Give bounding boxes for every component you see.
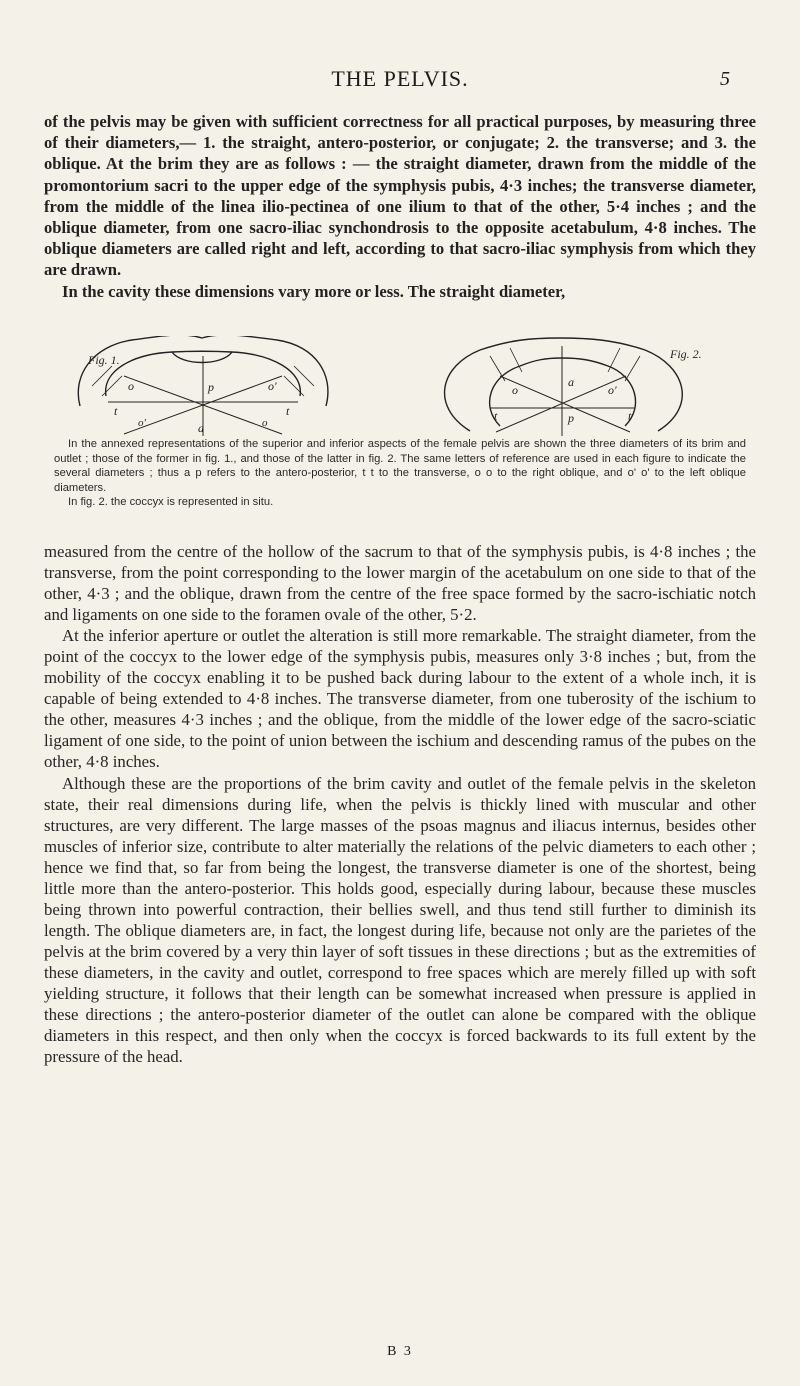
paragraph: measured from the centre of the hollow of the sacrum to that of the symphysis pubis, is 4·8 inches ; the transverse, from the point corresponding to the lower margin of the acetabulum on one side to that of the other, 4·3 ; and the oblique, drawn from the centre of the free space formed by the sacro-ischiatic notch and ligaments on one side to the foramen ovale of the other, 5·2. bbox=[44, 542, 756, 625]
fig1-letter-o-right: o bbox=[262, 417, 268, 429]
fig1-letter-t-right: t bbox=[286, 404, 290, 418]
hidden-letter-host bbox=[72, 336, 728, 436]
fig1-letter-o-prime-right: o' bbox=[268, 379, 277, 393]
running-head bbox=[0, 66, 800, 96]
page-number: 5 bbox=[720, 68, 730, 90]
fig2-label: Fig. 2. bbox=[670, 347, 702, 361]
fig2-letter-t-right: t bbox=[628, 409, 632, 423]
fig1-letter-o-left: o bbox=[128, 379, 134, 393]
paragraph: At the inferior aperture or outlet the alteration is still more remarkable. The straight diameter, from the point of the coccyx to the lower edge of the symphysis pubis, measures only 3·8 inches ; but, from the mobility of the coccyx enabling it to be pushed back during labour to the extent of a whole inch, it is capable of being extended to 4·8 inches. The transverse diameter, from one tuberosity of the ischium to the other, measures 4·3 inches ; and the oblique, from the middle of the lower edge of the sacro-sciatic ligament of one side, to the point of union between the ischium and descending ramus of the pubes on the other, 4·8 inches. bbox=[44, 626, 756, 772]
fig1-letter-a: a bbox=[198, 421, 204, 435]
fig2-letter-a: a bbox=[568, 375, 574, 389]
body-text-bottom bbox=[44, 541, 756, 1067]
fig1-label: Fig. 1. bbox=[88, 353, 120, 367]
fig2-letter-o: o bbox=[512, 383, 518, 397]
fig1-letter-t-left: t bbox=[114, 404, 118, 418]
paragraph: Although these are the proportions of the brim cavity and outlet of the female pelvis in the skeleton state, their real dimensions during life, when the pelvis is thickly lined with muscular and other structures, are very different. The large masses of the psoas magnus and iliacus internus, besides other muscles of inferior size, contribute to alter materially the relations of the pelvic diameters to each other ; hence we find that, so far from being the longest, the transverse diameter is one of the shortest, being little more than the antero-posterior. This holds good, especially during labour, because these muscles being thrown into powerful contraction, their bellies swell, and thus tend still further to diminish its length. The oblique diameters are, in fact, the longest during life, because not only are the parietes of the pelvis at the brim covered by a very thin layer of soft tissues in these directions ; but as the extremities of these diameters, in the cavity and outlet, correspond to free spaces which are merely filled up with soft yielding structure, it follows that their length can be somewhat increased when pressure is applied in these directions ; the antero-posterior diameter of the outlet can alone be compared with the oblique diameters in this respect, and then only when the coccyx is forced backwards to its full extent by the pressure of the head. bbox=[44, 773, 756, 1067]
fig2-letter-t-left: t bbox=[494, 409, 498, 423]
paragraph: In the cavity these dimensions vary more or less. The straight diameter, bbox=[62, 281, 566, 301]
page-title: THE PELVIS. bbox=[331, 66, 469, 91]
figure-caption bbox=[54, 437, 746, 510]
fig1-letter-o-prime-left: o' bbox=[138, 417, 146, 429]
caption-paragraph: In the annexed representations of the superior and inferior aspects of the female pelvis are shown the three diameters of its brim and outlet ; those of the former in fig. 1., and those of the latter in fig. 2. The same letters of reference are used in each figure to indicate the several diameters ; thus a p refers to the antero-posterior, t t to the transverse, o o to the right oblique, and o' o' to the left oblique diameters. bbox=[54, 438, 746, 494]
fig2-letter-p: p bbox=[568, 411, 574, 425]
paragraph: of the pelvis may be given with sufficient correctness for all practical purposes, by measuring three of their diameters,— 1. the straight, antero-posterior, or conjugate; 2. the transverse; and 3. the oblique. At the brim they are as follows : — the straight diameter, drawn from the middle of the promontorium sacri to the upper edge of the symphysis pubis, 4·3 inches; the transverse diameter, from the middle of the linea ilio-pectinea of one ilium to that of the other, 5·4 inches ; and the oblique diameter, from one sacro-iliac synchondrosis to the opposite acetabulum, 4·8 inches. The oblique diameters are called right and left, according to that sacro-iliac symphysis from which they are drawn. bbox=[44, 112, 756, 280]
body-text-top bbox=[44, 111, 756, 302]
caption-paragraph: In fig. 2. the coccyx is represented in situ. bbox=[68, 496, 274, 509]
signature-mark: B 3 bbox=[387, 1344, 413, 1359]
fig2-letter-o-prime: o' bbox=[608, 383, 617, 397]
fig1-letter-p: p bbox=[208, 380, 214, 394]
